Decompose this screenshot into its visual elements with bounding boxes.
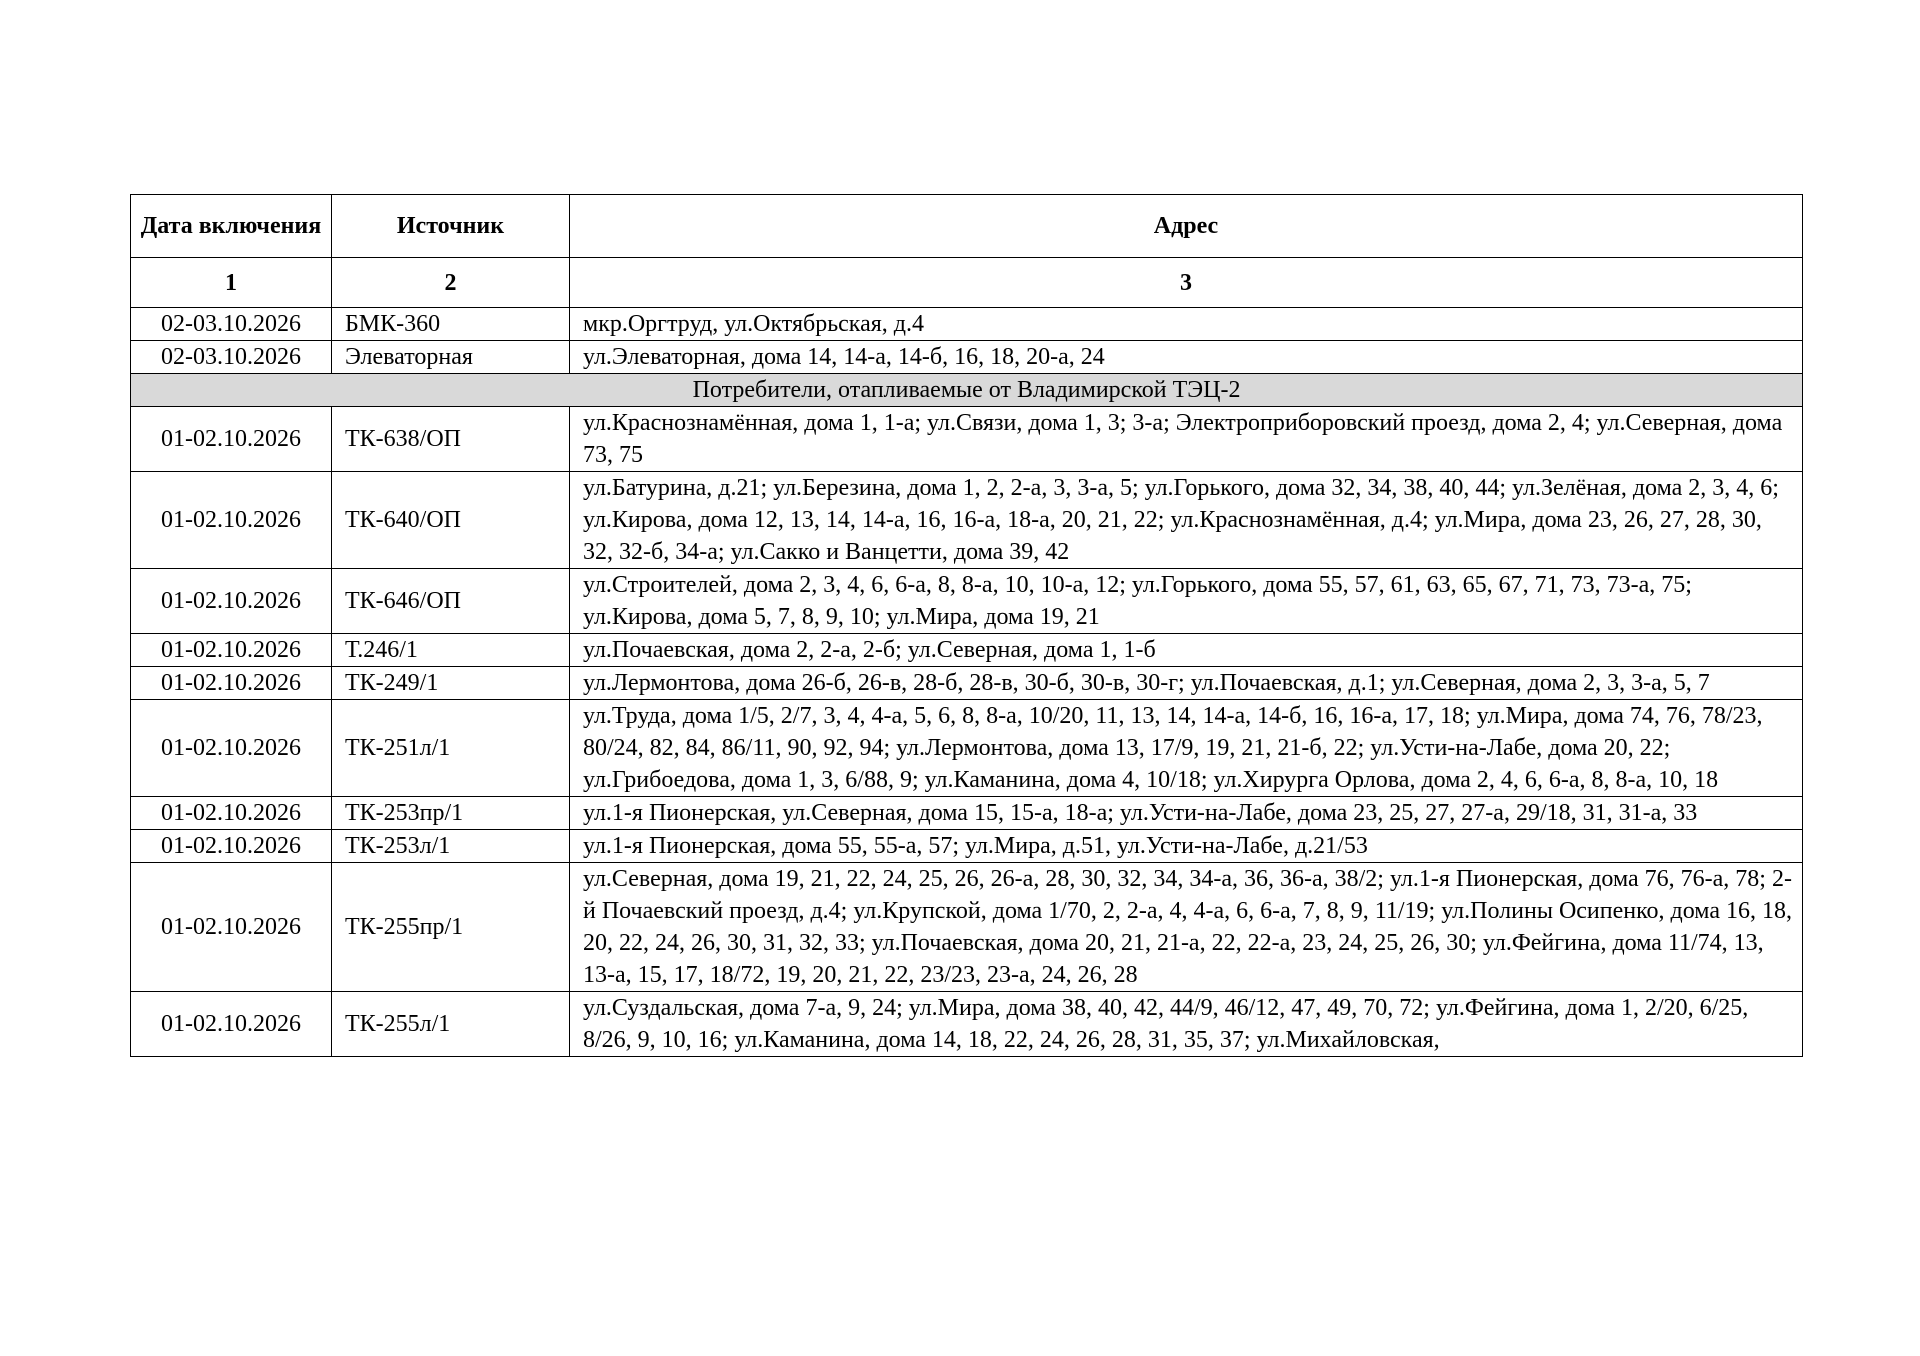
date-cell: 01-02.10.2026 [131,667,332,700]
address-cell: ул.Суздальская, дома 7-а, 9, 24; ул.Мира, дома 38, 40, 42, 44/9, 46/12, 47, 49, 70, 72; ул.Фейгина, дома 1, 2/20, 6/25, 8/26, 9, 10, 16; ул.Каманина, дома 14, 18, 22, 24, 26, 28, 31, 35, 37; ул.Михайловская, [570,992,1803,1057]
table-row [131,992,1803,1057]
header-date: Дата включения [131,195,332,258]
address-cell: ул.Лермонтова, дома 26-б, 26-в, 28-б, 28-в, 30-б, 30-в, 30-г; ул.Почаевская, д.1; ул.Северная, дома 2, 3, 3-а, 5, 7 [570,667,1803,700]
address-cell: мкр.Оргтруд, ул.Октябрьская, д.4 [570,308,1803,341]
section-title: Потребители, отапливаемые от Владимирской ТЭЦ-2 [131,374,1803,407]
source-cell: ТК-249/1 [332,667,570,700]
source-cell: Т.246/1 [332,634,570,667]
date-cell: 01-02.10.2026 [131,863,332,992]
source-cell: ТК-255л/1 [332,992,570,1057]
document-page [130,194,1802,1057]
address-cell: ул.Северная, дома 19, 21, 22, 24, 25, 26, 26-а, 28, 30, 32, 34, 34-а, 36, 36-а, 38/2; ул.1-я Пионерская, дома 76, 76-а, 78; 2-й Почаевский проезд, д.4; ул.Крупской, дома 1/70, 2, 2-а, 4, 4-а, 6, 6-а, 7, 8, 9, 11/19; ул.Полины Осипенко, дома 16, 18, 20, 22, 24, 26, 30, 31, 32, 33; ул.Почаевская, дома 20, 21, 21-а, 22, 22-а, 23, 24, 25, 26, 30; ул.Фейгина, дома 11/74, 13, 13-а, 15, 17, 18/72, 19, 20, 21, 22, 23/23, 23-а, 24, 26, 28 [570,863,1803,992]
table-row [131,830,1803,863]
date-cell: 01-02.10.2026 [131,472,332,569]
address-cell: ул.Батурина, д.21; ул.Березина, дома 1, 2, 2-а, 3, 3-а, 5; ул.Горького, дома 32, 34, 38, 40, 44; ул.Зелёная, дома 2, 3, 4, 6; ул.Кирова, дома 12, 13, 14, 14-а, 16, 16-а, 18-а, 20, 21, 22; ул.Краснознамённая, д.4; ул.Мира, дома 23, 26, 27, 28, 30, 32, 32-б, 34-а; ул.Сакко и Ванцетти, дома 39, 42 [570,472,1803,569]
source-cell: ТК-255пр/1 [332,863,570,992]
date-cell: 01-02.10.2026 [131,797,332,830]
address-cell: ул.1-я Пионерская, ул.Северная, дома 15, 15-а, 18-а; ул.Усти-на-Лабе, дома 23, 25, 27, 27-а, 29/18, 31, 31-а, 33 [570,797,1803,830]
table-row [131,634,1803,667]
column-number-1: 1 [131,258,332,308]
address-cell: ул.Труда, дома 1/5, 2/7, 3, 4, 4-а, 5, 6, 8, 8-а, 10/20, 11, 13, 14, 14-а, 14-б, 16, 16-а, 17, 18; ул.Мира, дома 74, 76, 78/23, 80/24, 82, 84, 86/11, 90, 92, 94; ул.Лермонтова, дома 13, 17/9, 19, 21, 21-б, 22; ул.Усти-на-Лабе, дома 20, 22; ул.Грибоедова, дома 1, 3, 6/88, 9; ул.Каманина, дома 4, 10/18; ул.Хирурга Орлова, дома 2, 4, 6, 6-а, 8, 8-а, 10, 18 [570,700,1803,797]
source-cell: ТК-251л/1 [332,700,570,797]
date-cell: 01-02.10.2026 [131,830,332,863]
address-cell: ул.1-я Пионерская, дома 55, 55-а, 57; ул.Мира, д.51, ул.Усти-на-Лабе, д.21/53 [570,830,1803,863]
source-cell: ТК-640/ОП [332,472,570,569]
source-cell: ТК-253пр/1 [332,797,570,830]
table-row [131,472,1803,569]
date-cell: 02-03.10.2026 [131,341,332,374]
header-address: Адрес [570,195,1803,258]
address-cell: ул.Строителей, дома 2, 3, 4, 6, 6-а, 8, 8-а, 10, 10-а, 12; ул.Горького, дома 55, 57, 61, 63, 65, 67, 71, 73, 73-а, 75; ул.Кирова, дома 5, 7, 8, 9, 10; ул.Мира, дома 19, 21 [570,569,1803,634]
source-cell: ТК-646/ОП [332,569,570,634]
date-cell: 01-02.10.2026 [131,700,332,797]
date-cell: 01-02.10.2026 [131,407,332,472]
source-cell: Элеваторная [332,341,570,374]
table-row [131,700,1803,797]
section-header-row [131,374,1803,407]
column-numbers-row [131,258,1803,308]
table-header-row [131,195,1803,258]
source-cell: ТК-638/ОП [332,407,570,472]
column-number-2: 2 [332,258,570,308]
column-number-3: 3 [570,258,1803,308]
date-cell: 01-02.10.2026 [131,634,332,667]
date-cell: 01-02.10.2026 [131,569,332,634]
source-cell: ТК-253л/1 [332,830,570,863]
table-row [131,569,1803,634]
header-source: Источник [332,195,570,258]
table-row [131,308,1803,341]
address-cell: ул.Краснознамённая, дома 1, 1-а; ул.Связи, дома 1, 3; 3-а; Электроприборовский проезд, дома 2, 4; ул.Северная, дома 73, 75 [570,407,1803,472]
source-cell: БМК-360 [332,308,570,341]
table-row [131,863,1803,992]
table-row [131,407,1803,472]
date-cell: 01-02.10.2026 [131,992,332,1057]
date-cell: 02-03.10.2026 [131,308,332,341]
table-row [131,797,1803,830]
heating-schedule-table [130,194,1803,1057]
address-cell: ул.Элеваторная, дома 14, 14-а, 14-б, 16, 18, 20-а, 24 [570,341,1803,374]
table-row [131,341,1803,374]
address-cell: ул.Почаевская, дома 2, 2-а, 2-б; ул.Северная, дома 1, 1-б [570,634,1803,667]
table-row [131,667,1803,700]
